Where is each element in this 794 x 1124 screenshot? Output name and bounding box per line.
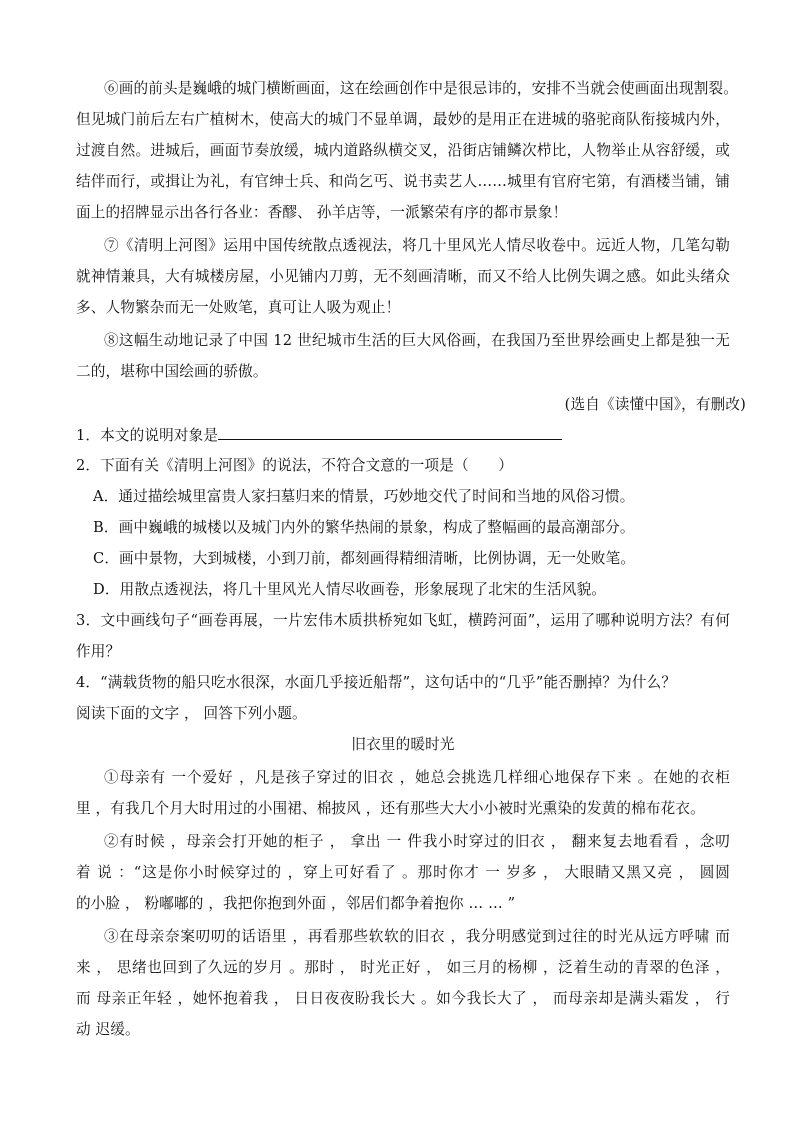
article1-para7-line-1: ⑦《清明上河图》运用中国传统散点透视法，将几十里风光人情尽收卷中。远近人物，几笔勾勒: [104, 237, 730, 254]
article2-para3-line-1: ③在母亲奈案叨叨的话语里 ，再看那些软软的旧衣 ，我分明感觉到过往的时光从远方呼啸 而: [104, 928, 730, 945]
question-1-text: 1．本文的说明对象是: [76, 427, 219, 444]
question-3-line-1: 3．文中画线句子“画卷再展，一片宏伟木质拱桥宛如飞虹，横跨河面”，运用了哪种说明方法？有何: [76, 612, 730, 629]
question-2: 2．下面有关《清明上河图》的说法，不符合文意的一项是（ ）: [76, 457, 514, 474]
article1-para8-line-1: ⑧这幅生动地记录了中国 12 世纪城市生活的巨大风俗画，在我国乃至世界绘画史上都是独一无: [104, 332, 730, 349]
question-2-option-b: B．画中巍峨的城楼以及城门内外的繁华热闹的景象，构成了整幅画的最高潮部分。: [93, 519, 635, 536]
question-3-line-2: 作用？: [76, 643, 121, 660]
article1-para6-line-2: 但见城门前后左右广植树木，使高大的城门不显单调，最妙的是用正在进城的骆驼商队衔接城内外，: [76, 111, 730, 128]
question-2-option-d: D．用散点透视法，将几十里风光人情尽收画卷，形象展现了北宋的生活风貌。: [93, 581, 607, 598]
article2-title: 旧衣里的暖时光: [351, 736, 455, 753]
article2-para3-line-3: 而 母亲正年轻 ，她怀抱着我 ， 日日夜夜盼我长大 。如今我长大了 ， 而母亲却是满头霜发 ， 行: [76, 990, 730, 1007]
article1-para6-line-4: 结伴而行，或揖让为礼，有官绅士兵、和尚乞丐、说书卖艺人……城里有官府宅第，有酒楼当铺，铺: [76, 173, 730, 190]
article2-para2-line-3: 的小脸 ， 粉嘟嘟的 ，我把你抱到外面 ，邻居们都争着抱你 … … ”: [76, 895, 516, 912]
article2-para2-line-2: 着 说 ：“这是你小时候穿过的 ，穿上可好看了 。那时你才 一 岁多 ， 大眼睛又黑又亮 ， 圆圆: [76, 864, 730, 881]
reading-instruction: 阅读下面的文字 ， 回答下列小题。: [76, 705, 307, 722]
article2-para1-line-1: ①母亲有 一个爱好 ，凡是孩子穿过的旧衣 ，她总会挑选几样细心地保存下来 。在她的衣柜: [104, 769, 730, 786]
article1-para6-line-3: 过渡自然。进城后，画面节奏放缓，城内道路纵横交叉，沿街店铺鳞次栉比，人物举止从容舒缓，或: [76, 142, 730, 159]
article2-para2-line-1: ②有时候 ，母亲会打开她的柜子 ， 拿出 一 件我小时穿过的旧衣 ， 翻来复去地看看 ，念叨: [104, 833, 730, 850]
question-2-option-a: A．通过描绘城里富贵人家扫墓归来的情景，巧妙地交代了时间和当地的风俗习惯。: [93, 488, 635, 505]
article1-para7-line-3: 多、人物繁杂而无一处败笔，真可让人吸为观止！: [76, 299, 401, 316]
answer-blank[interactable]: [218, 425, 562, 440]
article1-para6-line-5: 面上的招牌显示出各行各业：香醪、 孙羊店等，一派繁荣有序的都市景象！: [76, 204, 568, 221]
article1-para7-line-2: 就神情兼具，大有城楼房屋，小见铺内刀剪，无不刻画清晰，而又不给人比例失调之感。如此头绪众: [76, 268, 730, 285]
article2-para3-line-2: 来 ， 思绪也回到了久远的岁月 。那时 ， 时光正好 ， 如三月的杨柳 ，泛着生动的青翠的色泽 ，: [76, 959, 730, 976]
question-1: [76, 425, 562, 446]
question-2-option-c: C．画中景物，大到城楼，小到刀前，都刻画得精细清晰，比例协调，无一处败笔。: [93, 550, 636, 567]
article2-para1-line-2: 里 ，有我几个月大时用过的小围裙、棉披风 ，还有那些大大小小被时光熏染的发黄的棉布花衣。: [76, 800, 705, 817]
article1-para8-line-2: 二的，堪称中国绘画的骄傲。: [76, 363, 268, 380]
question-4: 4．“满载货物的船只吃水很深，水面几乎接近船帮”，这句话中的“几乎”能否删掉？为什么？: [76, 674, 677, 691]
article1-para6-line-1: ⑥画的前头是巍峨的城门横断画面，这在绘画创作中是很忌讳的，安排不当就会使画面出现割裂。: [104, 80, 738, 97]
article1-source: (选自《读懂中国》，有删改): [564, 396, 746, 413]
article2-para3-line-4: 动 迟缓。: [76, 1021, 140, 1038]
